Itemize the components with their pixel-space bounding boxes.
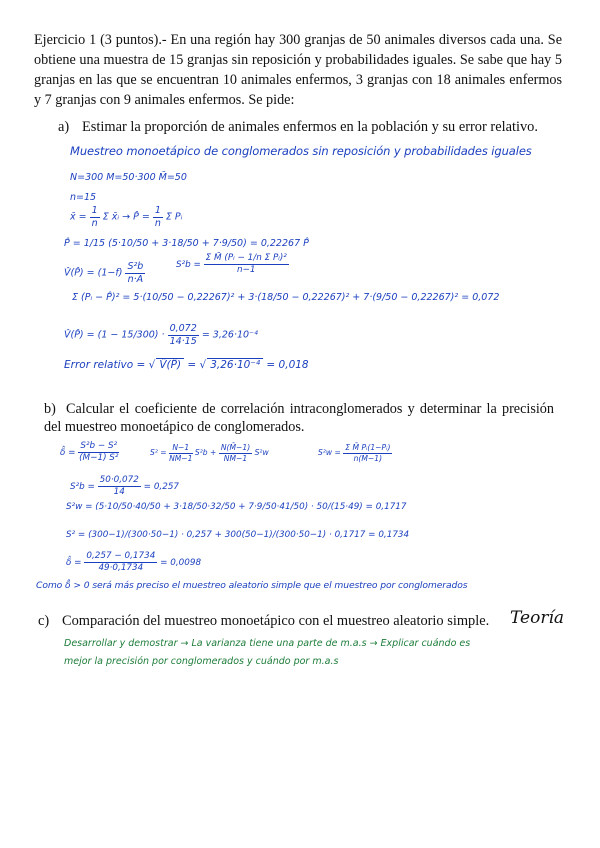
phat-calc-factor: 1/15 xyxy=(83,238,106,249)
sqrt-icon: √ xyxy=(148,359,156,371)
arrow-icon: → xyxy=(122,211,131,223)
answer-a-title: Muestreo monoetápico de conglomerados sin reposición y probabilidades iguales xyxy=(70,144,532,158)
err-mid: = xyxy=(184,359,200,371)
question-a xyxy=(58,118,578,136)
var-frac-den: n·A xyxy=(127,273,144,285)
rho-fraction xyxy=(78,442,119,463)
s2-num-1: N−1 xyxy=(169,444,192,454)
s2b-num: Σ M̄ (Pᵢ − 1/n Σ Pᵢ)² xyxy=(205,253,287,263)
rho-den: (M̄−1) S² xyxy=(79,452,119,463)
phat-result: = 0,22267 xyxy=(249,238,301,249)
answer-b-s2b-calc xyxy=(70,476,179,497)
var-calc-lhs: V̂(P̂) = (1 − 15/300) · xyxy=(64,329,168,341)
s2-den-1: NM̄−1 xyxy=(169,453,193,463)
question-a-label: a) xyxy=(58,119,70,135)
err-sqrt-1: V̂(P̂) xyxy=(156,358,184,371)
answer-b-s2-calc xyxy=(66,530,409,540)
var-lhs: V̂(P̂) = (1−f) xyxy=(64,267,123,279)
rho-num: S²b − S² xyxy=(80,441,118,451)
question-c-text: Comparación del muestreo monoetápico con el muestreo aleatorio simple. xyxy=(62,613,490,629)
err-sqrt-2: 3,26·10⁻⁴ xyxy=(207,358,263,371)
sumsq-result: = 0,072 xyxy=(461,292,500,303)
err-result: = 0,018 xyxy=(266,359,309,371)
xbar-frac-num: 1 xyxy=(91,205,98,216)
exercise-statement: Ejercicio 1 (3 puntos).- En una región hay 300 granjas de 50 animales diversos cada una. Se obtiene una muestra de 15 granjas sin reposición y probabilidades iguales. Se sabe que hay 5 granjas en las que se encuentran 10 animales enfermos, 3 granjas con 18 animales enfermos y 7 granjas con 9 animales enfermos. Se pide: xyxy=(34,32,562,108)
phat-frac-num: 1 xyxy=(154,205,161,216)
var-calc-result: = 3,26·10⁻⁴ xyxy=(201,329,258,341)
var-calc-fraction xyxy=(168,324,199,346)
question-c-label: c) xyxy=(38,613,50,629)
answer-a-n: n=15 xyxy=(70,192,97,203)
var-fraction xyxy=(125,262,145,284)
rho-calc-result: = 0,0098 xyxy=(160,557,202,568)
s2-frac-2 xyxy=(219,444,252,462)
s2w-calc-result: = 0,1717 xyxy=(365,502,407,512)
sqrt-icon: √ xyxy=(199,359,207,371)
xbar-fraction xyxy=(90,206,100,228)
s2b-fraction xyxy=(204,254,289,275)
sumsq-lhs: Σ (Pᵢ − P̂)² = 5·(10/50 − 0,22267)² + 3·(18/50 − 0,22267)² + 7·(9/50 − 0,22267)² xyxy=(72,292,459,303)
answer-a-phat-calc xyxy=(64,238,309,249)
phat-sum: Σ Pᵢ xyxy=(165,211,183,223)
s2b-calc-den: 14 xyxy=(113,486,125,497)
phat-lhs: P̂ = xyxy=(133,211,153,223)
err-lhs: Error relativo = xyxy=(64,359,149,371)
var-calc-den: 14·15 xyxy=(169,335,197,347)
s2-mid: S²b + xyxy=(194,448,219,458)
answer-b-conclusion: Como δ̂ > 0 será más preciso el muestreo aleatorio simple que el muestreo por conglomerados xyxy=(36,580,468,591)
answer-b-s2w-formula xyxy=(318,444,392,462)
s2w-num: Σ M̄ Pᵢ(1−Pᵢ) xyxy=(345,443,391,452)
s2-calc: S² = (300−1)/(300·50−1) · 0,257 + 300(50−1)/(300·50−1) · 0,1717 xyxy=(66,530,366,540)
s2b-calc-fraction xyxy=(98,476,141,497)
answer-a-sum-squares xyxy=(72,292,499,303)
var-frac-num: S²b xyxy=(127,261,144,272)
rho-calc-fraction xyxy=(84,552,157,573)
answer-a-variance-formula xyxy=(64,262,145,284)
question-b xyxy=(44,400,554,436)
rho-calc-num: 0,257 − 0,1734 xyxy=(86,551,156,561)
s2w-fraction xyxy=(343,444,392,462)
phat-note: P̂ xyxy=(303,238,309,249)
s2b-calc-num: 50·0,072 xyxy=(99,475,139,485)
phat-calc-body: (5·10/50 + 3·18/50 + 7·9/50) xyxy=(108,238,247,249)
s2-end: S²w xyxy=(254,448,269,458)
phat-fraction xyxy=(153,206,163,228)
s2w-calc: S²w = (5·10/50·40/50 + 3·18/50·32/50 + 7·9/50·41/50) · 50/(15·49) xyxy=(66,502,363,512)
question-a-text: Estimar la proporción de animales enfermos en la población y su error relativo. xyxy=(82,119,538,135)
question-c xyxy=(38,612,578,630)
answer-b-rho-calc xyxy=(66,552,201,573)
answer-b-s2-formula xyxy=(150,444,269,462)
s2-lhs: S² = xyxy=(150,448,170,458)
s2-num-2: N(M̄−1) xyxy=(220,443,251,452)
s2b-calc-result: = 0,257 xyxy=(143,481,180,492)
phat-frac-den: n xyxy=(154,217,161,229)
question-b-label: b) xyxy=(44,401,56,417)
var-calc-num: 0,072 xyxy=(169,323,197,334)
answer-c-line-1: Desarrollar y demostrar → La varianza tiene una parte de m.a.s → Explicar cuándo es xyxy=(64,638,471,649)
question-b-text: Calcular el coeficiente de correlación intraconglomerados y determinar la precisión del muestreo monoetápico de conglomerados. xyxy=(44,401,554,435)
rho-lhs: δ̂ = xyxy=(60,447,79,458)
s2b-lhs: S²b = xyxy=(176,259,204,270)
s2w-den: n(M̄−1) xyxy=(353,453,383,463)
phat-calc-lhs: P̂ = xyxy=(64,238,84,249)
answer-b-s2w-calc xyxy=(66,502,406,512)
s2b-den: n−1 xyxy=(236,264,256,275)
s2-frac-1 xyxy=(169,444,192,462)
s2w-lhs: S²w = xyxy=(318,448,344,458)
xbar-sum: Σ x̄ᵢ xyxy=(102,211,120,223)
xbar-lhs: x̄ = xyxy=(70,211,90,223)
answer-a-relative-error xyxy=(64,358,309,371)
s2-calc-result: = 0,1734 xyxy=(368,530,410,540)
xbar-frac-den: n xyxy=(91,217,98,229)
answer-b-rho-formula xyxy=(60,442,119,463)
answer-a-variance-calc xyxy=(64,324,258,346)
rho-calc-den: 49·0,1734 xyxy=(98,562,144,573)
answer-a-xbar-line xyxy=(70,206,182,228)
answer-c-teoria: Teoría xyxy=(510,608,565,628)
answer-c-line-2: mejor la precisión por conglomerados y cuándo por m.a.s xyxy=(64,656,339,667)
s2-den-2: NM̄−1 xyxy=(223,453,248,463)
answer-a-givens: N=300 M=50·300 M̄=50 xyxy=(70,172,187,183)
rho-calc-lhs: δ̂ = xyxy=(66,557,85,568)
answer-a-s2b-formula xyxy=(176,254,289,275)
s2b-calc-lhs: S²b = xyxy=(70,481,98,492)
